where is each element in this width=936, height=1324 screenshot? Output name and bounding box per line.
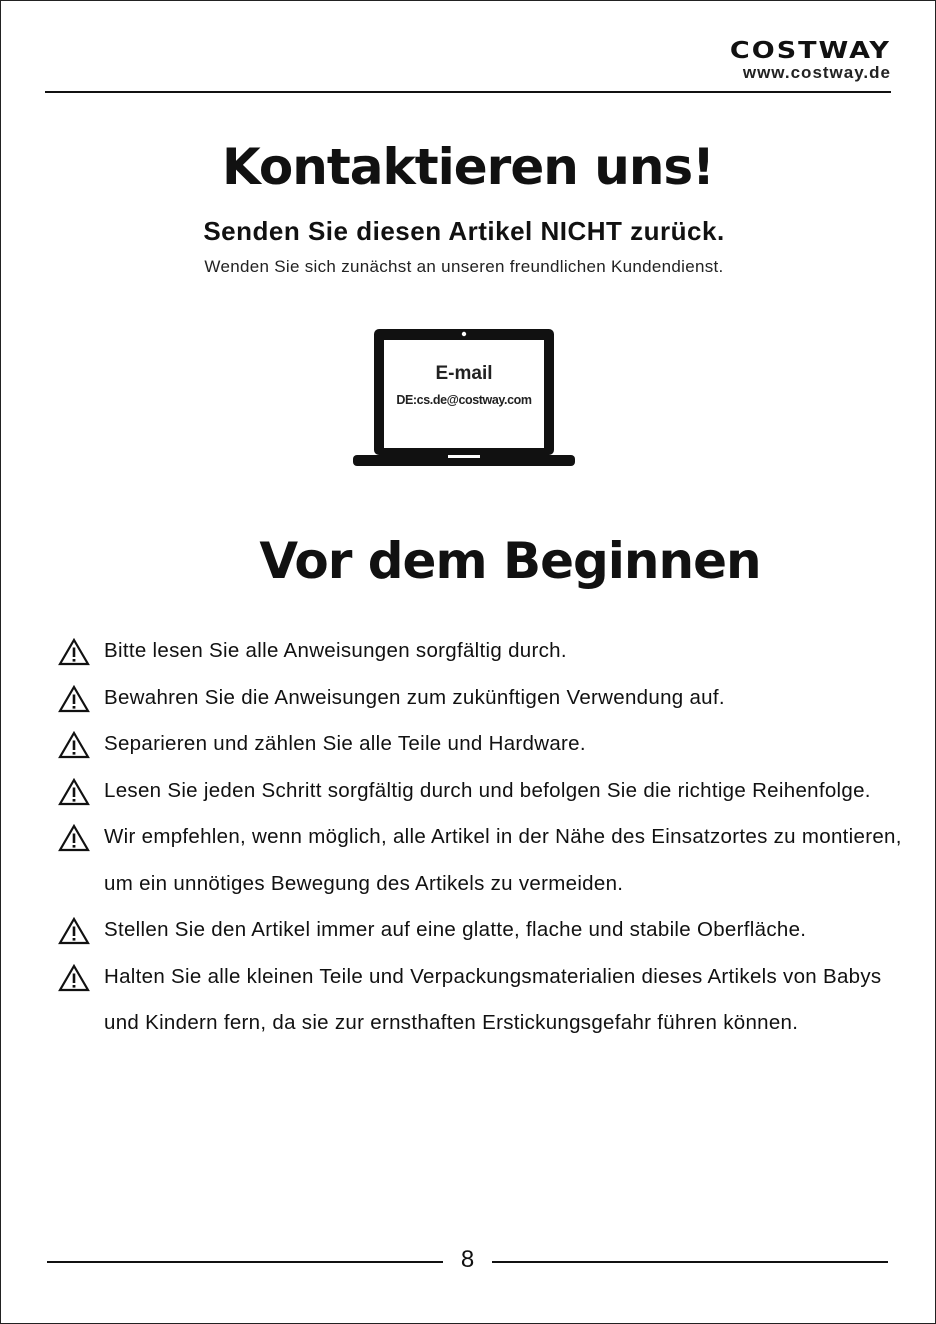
email-address[interactable]: DE:cs.de@costway.com bbox=[396, 393, 532, 407]
laptop-icon bbox=[352, 327, 576, 469]
email-label: E-mail bbox=[435, 363, 493, 384]
brand-url: www.costway.de bbox=[742, 63, 891, 82]
footer-divider-right bbox=[492, 1261, 888, 1263]
contact-title: Kontaktieren uns! bbox=[222, 138, 714, 196]
instruction-item bbox=[0, 675, 904, 722]
email-screen bbox=[384, 363, 544, 407]
instruction-text: Bewahren Sie die Anweisungen zum zukünftigen Verwendung auf. bbox=[104, 685, 725, 709]
warning-triangle-icon bbox=[58, 685, 90, 713]
instruction-item bbox=[0, 954, 904, 1047]
header-divider bbox=[45, 91, 891, 93]
before-start-title: Vor dem Beginnen bbox=[259, 532, 761, 590]
instruction-list bbox=[0, 628, 936, 1047]
footer-divider-left bbox=[47, 1261, 443, 1263]
warning-triangle-icon bbox=[58, 778, 90, 806]
instruction-item bbox=[0, 814, 904, 907]
warning-triangle-icon bbox=[58, 638, 90, 666]
contact-subtitle: Senden Sie diesen Artikel NICHT zurück. bbox=[203, 216, 725, 246]
warning-triangle-icon bbox=[58, 964, 90, 992]
instruction-text: Wir empfehlen, wenn möglich, alle Artikel in der Nähe des Einsatzortes zu montieren, um ein unnötiges Bewegung des Artikels zu vermeiden. bbox=[104, 825, 902, 895]
page-number: 8 bbox=[460, 1246, 475, 1273]
contact-subtext: Wenden Sie sich zunächst an unseren freundlichen Kundendienst. bbox=[204, 257, 724, 276]
instruction-item bbox=[0, 628, 904, 675]
instruction-text: Separieren und zählen Sie alle Teile und Hardware. bbox=[104, 732, 586, 755]
instruction-item bbox=[0, 907, 904, 954]
warning-triangle-icon bbox=[58, 917, 90, 945]
instruction-item bbox=[0, 721, 904, 768]
instruction-text: Stellen Sie den Artikel immer auf eine glatte, flache und stabile Oberfläche. bbox=[104, 918, 807, 941]
brand-block bbox=[730, 34, 891, 82]
instruction-text: Lesen Sie jeden Schritt sorgfältig durch und befolgen Sie die richtige Reihenfolge. bbox=[104, 778, 871, 802]
instruction-text: Bitte lesen Sie alle Anweisungen sorgfältig durch. bbox=[104, 639, 567, 662]
brand-logo: COSTWAY bbox=[729, 37, 891, 64]
warning-triangle-icon bbox=[58, 731, 90, 759]
instruction-text: Halten Sie alle kleinen Teile und Verpackungsmaterialien dieses Artikels von Babys und Kindern fern, da sie zur ernsthaften Erstickungsgefahr führen können. bbox=[104, 964, 882, 1034]
warning-triangle-icon bbox=[58, 824, 90, 852]
instruction-item bbox=[0, 768, 904, 815]
